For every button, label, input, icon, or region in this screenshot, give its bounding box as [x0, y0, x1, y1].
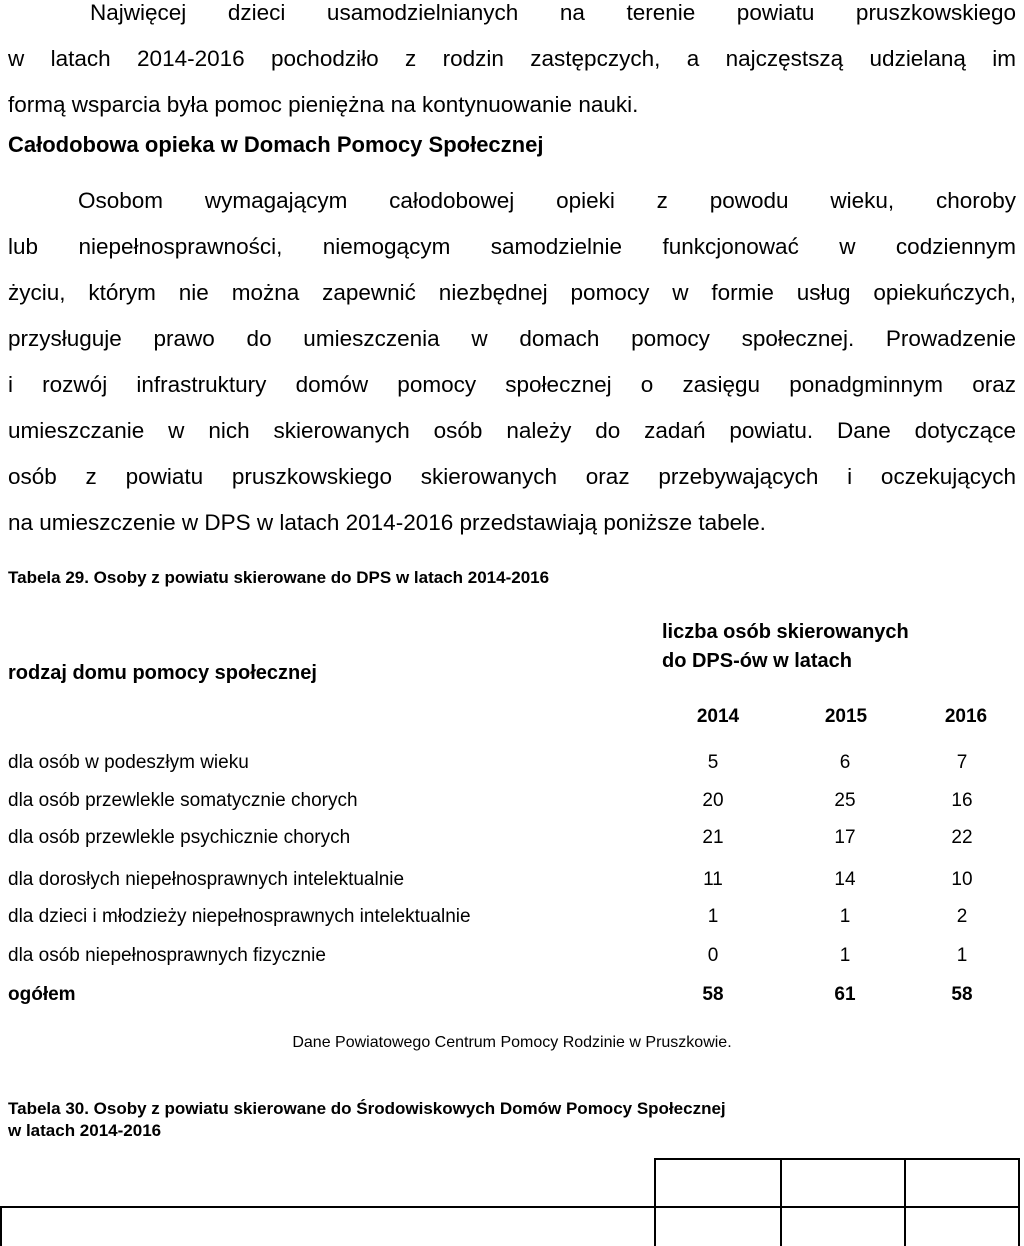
- body-line-2: lub niepełnosprawności, niemogącym samodzielnie funkcjonować w codziennym: [8, 234, 1016, 259]
- table29-value: 25: [834, 790, 856, 811]
- table30-divider: [780, 1158, 782, 1246]
- table30-caption-line-2: w latach 2014-2016: [8, 1121, 162, 1140]
- table29-value: 1: [956, 945, 968, 966]
- table29-value: 6: [839, 752, 851, 773]
- table29-value: 0: [707, 945, 719, 966]
- table29-total-value: 58: [951, 984, 973, 1005]
- table30-top-border: [654, 1158, 1020, 1160]
- table29-value: 1: [707, 906, 719, 927]
- section-heading: Całodobowa opieka w Domach Pomocy Społecznej: [8, 132, 544, 157]
- table29-value: 7: [956, 752, 968, 773]
- intro-line-2: w latach 2014-2016 pochodziło z rodzin zastępczych, a najczęstszą udzielaną im: [8, 46, 1016, 71]
- intro-line-1: Najwięcej dzieci usamodzielnianych na terenie powiatu pruszkowskiego: [90, 0, 1016, 25]
- table29-total-value: 61: [834, 984, 856, 1005]
- table29-value: 14: [834, 869, 856, 890]
- table29-header-count-1: liczba osób skierowanych: [662, 621, 909, 643]
- table29-total-label: ogółem: [8, 984, 76, 1005]
- table30-divider: [654, 1158, 656, 1246]
- body-line-7: osób z powiatu pruszkowskiego skierowanych oraz przebywających i oczekujących: [8, 464, 1016, 489]
- table30-mid-border: [0, 1206, 1020, 1208]
- table30-left-border: [0, 1206, 2, 1246]
- table29-value: 21: [702, 827, 724, 848]
- body-line-4: przysługuje prawo do umieszczenia w domach pomocy społecznej. Prowadzenie: [8, 326, 1016, 351]
- table29-source: Dane Powiatowego Centrum Pomocy Rodzinie w Pruszkowie.: [292, 1034, 732, 1051]
- body-line-8: na umieszczenie w DPS w latach 2014-2016 przedstawiają poniższe tabele.: [8, 510, 766, 535]
- table29-value: 10: [951, 869, 973, 890]
- table29-value: 17: [834, 827, 856, 848]
- table29-header-count-2: do DPS-ów w latach: [662, 650, 853, 672]
- table29-value: 16: [951, 790, 973, 811]
- table29-value: 1: [839, 945, 851, 966]
- table29-row-label: dla dorosłych niepełnosprawnych intelektualnie: [8, 869, 405, 890]
- table29-value: 22: [951, 827, 973, 848]
- body-line-1: Osobom wymagającym całodobowej opieki z powodu wieku, choroby: [78, 188, 1016, 213]
- table29-value: 5: [707, 752, 719, 773]
- table29-year-2014: 2014: [696, 706, 740, 727]
- body-line-3: życiu, którym nie można zapewnić niezbędnej pomocy w formie usług opiekuńczych,: [8, 280, 1016, 305]
- table29-total-value: 58: [702, 984, 724, 1005]
- body-line-6: umieszczanie w nich skierowanych osób należy do zadań powiatu. Dane dotyczące: [8, 418, 1016, 443]
- table30-right-border: [1018, 1158, 1020, 1246]
- table30-grid: [0, 1150, 1024, 1246]
- table29-year-2015: 2015: [824, 706, 868, 727]
- table29-value: 2: [956, 906, 968, 927]
- table29-row-label: dla osób przewlekle somatycznie chorych: [8, 790, 358, 811]
- table29-caption: Tabela 29. Osoby z powiatu skierowane do DPS w latach 2014-2016: [8, 568, 550, 587]
- table29-year-2016: 2016: [944, 706, 988, 727]
- table29-row-label: dla osób przewlekle psychicznie chorych: [8, 827, 351, 848]
- table29-row-label: dla osób niepełnosprawnych fizycznie: [8, 945, 326, 966]
- table29-row-label: dla dzieci i młodzieży niepełnosprawnych intelektualnie: [8, 906, 471, 927]
- table29-value: 11: [703, 869, 723, 890]
- intro-line-3: formą wsparcia była pomoc pieniężna na kontynuowanie nauki.: [8, 92, 639, 117]
- table29-row-label: dla osób w podeszłym wieku: [8, 752, 249, 773]
- table29-header-type: rodzaj domu pomocy społecznej: [8, 662, 317, 684]
- body-line-5: i rozwój infrastruktury domów pomocy społecznej o zasięgu ponadgminnym oraz: [8, 372, 1016, 397]
- table30-caption-line-1: Tabela 30. Osoby z powiatu skierowane do Środowiskowych Domów Pomocy Społecznej: [8, 1099, 726, 1118]
- table30-divider: [904, 1158, 906, 1246]
- table29-value: 20: [702, 790, 724, 811]
- table29-value: 1: [839, 906, 851, 927]
